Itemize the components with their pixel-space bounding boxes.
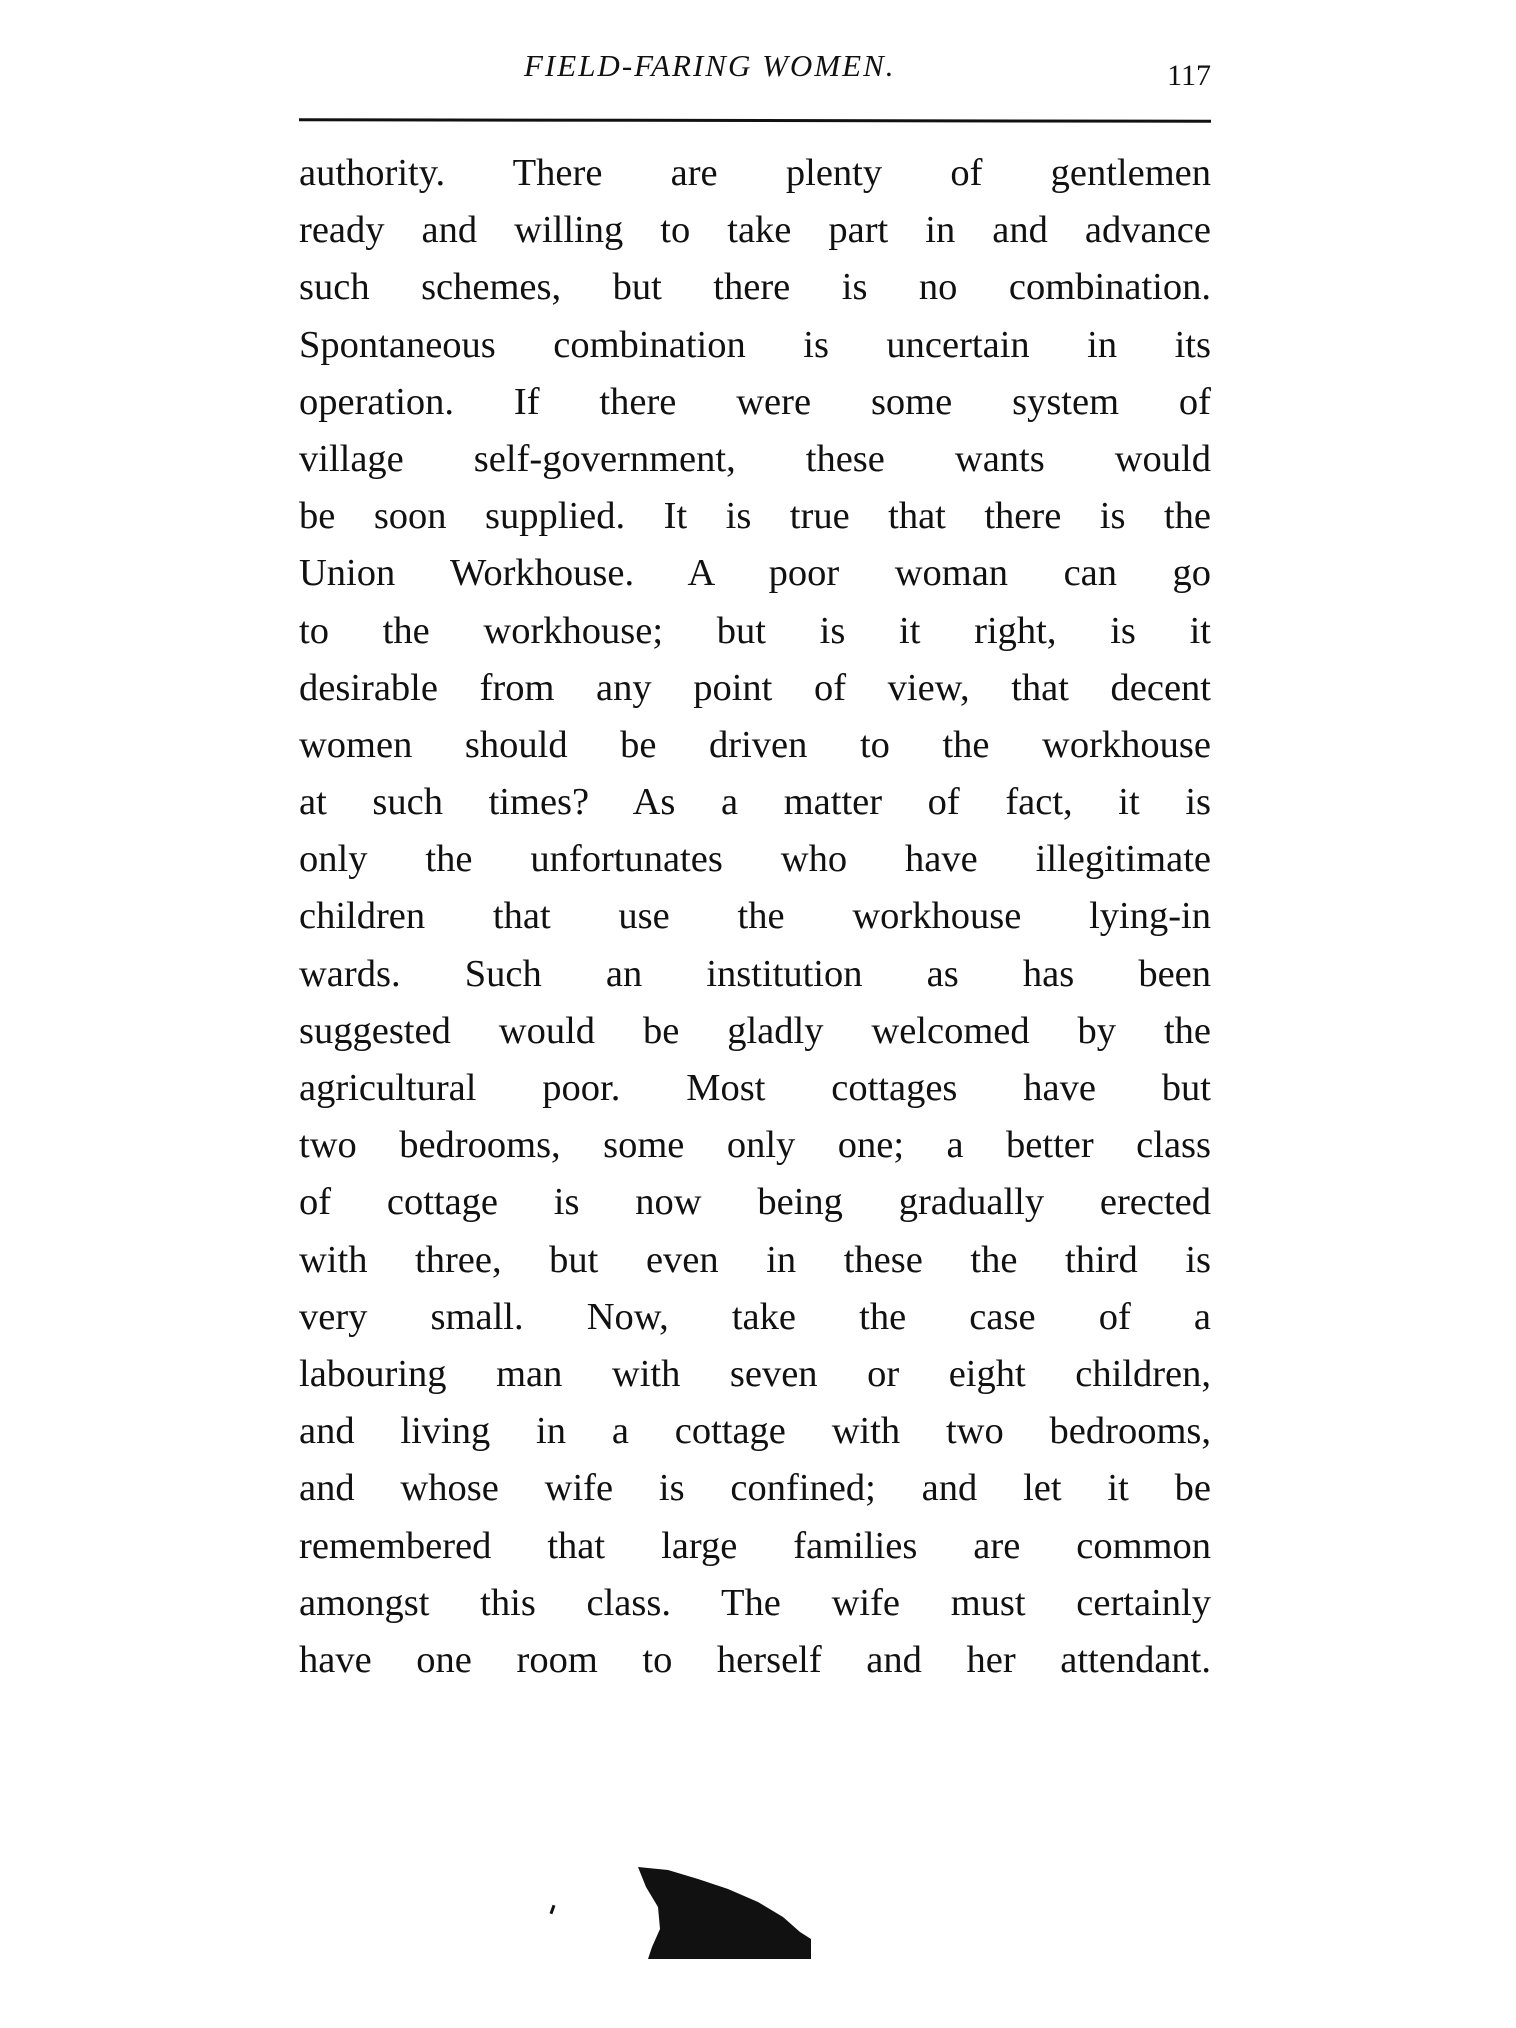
text-line: [299, 888, 1211, 945]
text-line: [299, 774, 1211, 831]
text-line: [299, 1575, 1211, 1632]
text-line-content: Spontaneous combination is uncertain in its: [299, 323, 1211, 366]
text-line: [299, 1117, 1211, 1174]
text-line: [299, 431, 1211, 488]
text-line-content: be soon supplied. It is true that there is the: [299, 495, 1211, 538]
text-line: [299, 831, 1211, 888]
text-line: [299, 1003, 1211, 1060]
text-line: [299, 946, 1211, 1003]
text-line: [299, 1346, 1211, 1403]
text-line-content: have one room to herself and her attendant.: [299, 1638, 1211, 1681]
body-text: [299, 145, 1211, 1689]
text-line: [299, 603, 1211, 660]
text-line: [299, 1632, 1211, 1689]
text-line-content: amongst this class. The wife must certainly: [299, 1581, 1211, 1624]
text-line: [299, 1289, 1211, 1346]
text-line-content: two bedrooms, some only one; a better class: [299, 1124, 1211, 1167]
text-line-content: operation. If there were some system of: [299, 380, 1211, 423]
text-line-content: to the workhouse; but is it right, is it: [299, 609, 1211, 652]
running-head: [299, 44, 1211, 92]
text-line-content: village self-government, these wants would: [299, 437, 1211, 480]
header-rule: [299, 118, 1211, 123]
text-line-content: of cottage is now being gradually erected: [299, 1181, 1211, 1224]
text-line: [299, 660, 1211, 717]
ink-speck: [550, 1905, 556, 1914]
text-line-content: agricultural poor. Most cottages have but: [299, 1067, 1211, 1109]
running-title: FIELD-FARING WOMEN.: [524, 48, 896, 83]
text-line-content: children that use the workhouse lying-in: [299, 895, 1211, 938]
text-line: [299, 259, 1211, 316]
text-line-content: desirable from any point of view, that decent: [299, 666, 1211, 709]
text-line: [299, 1403, 1211, 1460]
text-line: [299, 374, 1211, 431]
text-line: [299, 145, 1211, 202]
text-line: [299, 1232, 1211, 1289]
text-line-content: and whose wife is confined; and let it be: [299, 1467, 1211, 1510]
text-line: [299, 1460, 1211, 1517]
text-line-content: labouring man with seven or eight children,: [299, 1352, 1211, 1395]
text-line-content: women should be driven to the workhouse: [299, 723, 1211, 766]
text-line-content: Union Workhouse. A poor woman can go: [299, 552, 1211, 595]
text-line: [299, 717, 1211, 774]
text-line-content: such schemes, but there is no combination.: [299, 266, 1211, 309]
page-number: 117: [1167, 59, 1211, 92]
text-line-content: wards. Such an institution as has been: [299, 952, 1211, 995]
text-line-content: at such times? As a matter of fact, it is: [299, 781, 1211, 824]
text-line: [299, 202, 1211, 259]
text-line: [299, 1174, 1211, 1231]
text-line-content: suggested would be gladly welcomed by the: [299, 1009, 1211, 1052]
ink-blot: [638, 1867, 811, 1959]
text-line-content: very small. Now, take the case of a: [299, 1295, 1211, 1338]
text-line-content: authority. There are plenty of gentlemen: [299, 152, 1211, 194]
text-line-content: remembered that large families are common: [299, 1524, 1211, 1567]
text-line: [299, 317, 1211, 374]
text-line-content: and living in a cottage with two bedrooms,: [299, 1410, 1211, 1453]
text-line-content: ready and willing to take part in and advance: [299, 209, 1211, 252]
text-line: [299, 545, 1211, 602]
text-line-content: only the unfortunates who have illegitimate: [299, 838, 1211, 881]
text-line: [299, 1060, 1211, 1117]
text-line-content: with three, but even in these the third is: [299, 1238, 1211, 1281]
text-line: [299, 1518, 1211, 1575]
text-line: [299, 488, 1211, 545]
